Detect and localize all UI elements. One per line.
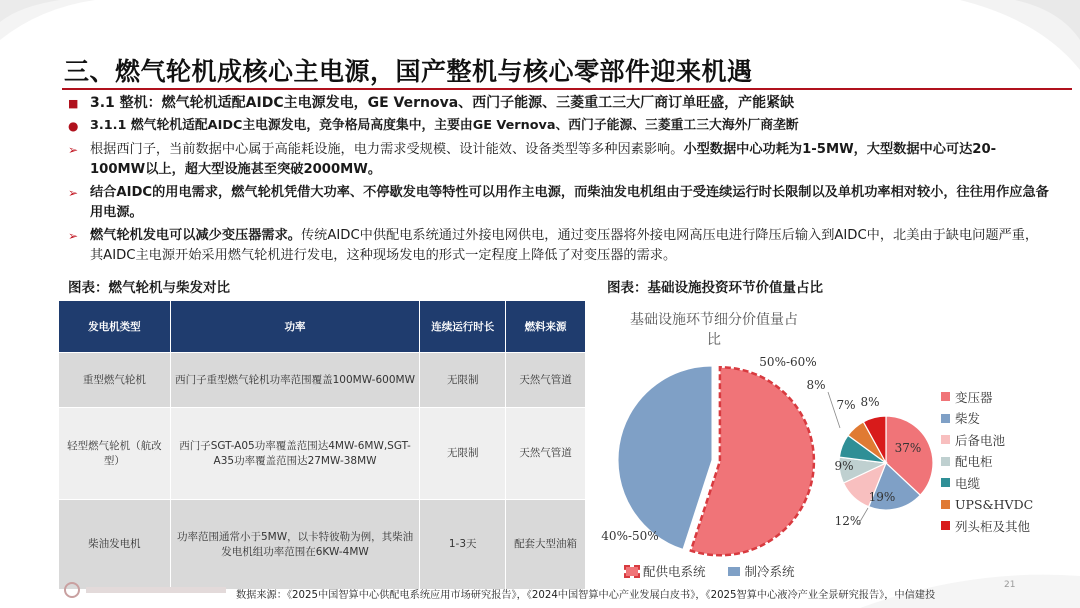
legend-item	[941, 494, 1033, 516]
legend-item	[941, 429, 1033, 451]
source-note: 数据来源：《2025中国智算中心供配电系统应用市场研究报告》，《2024中国智算中心产业发展白皮书》，《2025智算中心液冷产业全景研究报告》，中信建投	[236, 590, 936, 601]
cell-power: 西门子SGT-A05功率覆盖范围达4MW-6MW,SGT-A35功率覆盖范围达27MW-38MW	[170, 408, 420, 500]
legend-swatch	[941, 392, 950, 401]
cell-type: 轻型燃气轮机（航改型）	[59, 408, 171, 500]
header-cell: 功率	[170, 301, 420, 353]
table-caption: 图表：燃气轮机与柴发对比	[68, 280, 230, 296]
detail-pie-value-label: 8%	[806, 378, 826, 392]
section-heading: ■ 3.1 整机：燃气轮机适配AIDC主电源发电，GE Vernova、西门子能源、三菱重工三大厂商订单旺盛，产能紧缺	[66, 92, 1051, 114]
pie-chart-panel	[596, 300, 1060, 590]
detail-pie-value-label: 7%	[836, 398, 856, 412]
title-underline	[62, 88, 1072, 90]
legend-item	[626, 562, 706, 580]
table-row	[59, 408, 586, 500]
detail-legend	[941, 386, 1033, 537]
legend-label: 配电柜	[955, 454, 993, 470]
legend-swatch	[941, 500, 950, 509]
legend-label: 配供电系统	[643, 564, 706, 579]
legend-label: UPS&HVDC	[955, 496, 1034, 512]
legend-swatch	[941, 457, 950, 466]
legend-swatch	[941, 414, 950, 423]
main-pie-value-label: 40%-50%	[601, 529, 659, 543]
arrow-bullet-icon: ➢	[68, 186, 79, 200]
cell-duration: 无限制	[420, 408, 506, 500]
detail-pie-value-label: 12%	[834, 514, 862, 528]
detail-pie-value-label: 37%	[894, 441, 922, 455]
legend-item	[941, 472, 1033, 494]
header-cell: 燃料来源	[506, 301, 586, 353]
detail-pie-value-label: 19%	[868, 490, 896, 504]
legend-item	[941, 386, 1033, 408]
chart-caption: 图表：基础设施投资环节价值量占比	[607, 280, 823, 296]
table-row	[59, 500, 586, 590]
legend-swatch	[941, 435, 950, 444]
corner-decoration-top-right	[920, 0, 1080, 70]
legend-label: 制冷系统	[744, 564, 795, 579]
cell-power: 功率范围通常小于5MW，以卡特彼勒为例，其柴油发电机组功率范围在6KW-4MW	[170, 500, 420, 590]
cell-type: 柴油发电机	[59, 500, 171, 590]
legend-item	[941, 515, 1033, 537]
arrow-bullet-icon: ➢	[68, 229, 79, 243]
cell-fuel: 天然气管道	[506, 408, 586, 500]
legend-item	[728, 562, 795, 580]
cell-type: 重型燃气轮机	[59, 353, 171, 408]
detail-pie-value-label: 8%	[860, 395, 880, 409]
legend-swatch	[941, 478, 950, 487]
chart-title: 基础设施环节细分价值量占 比	[630, 312, 798, 348]
legend-label: 变压器	[955, 389, 993, 405]
company-logo	[62, 578, 232, 600]
main-pie-slice	[618, 366, 712, 549]
legend-swatch	[626, 567, 638, 576]
main-legend	[626, 562, 795, 580]
arrow-bullet-icon: ➢	[68, 143, 79, 157]
header-cell: 连续运行时长	[420, 301, 506, 353]
paragraph-2: ➢ 结合AIDC的用电需求，燃气轮机凭借大功率、不停歇发电等特性可以用作主电源，而柴油发电机组由于受连续运行时长限制以及单机功率相对较小，往往用作应急备用电源。	[68, 185, 1049, 220]
legend-item	[941, 451, 1033, 473]
comparison-table	[58, 300, 586, 590]
paragraph-3: ➢ 燃气轮机发电可以减少变压器需求。传统AIDC中供配电系统通过外接电网供电，通过变压器将外接电网高压电进行降压后输入到AIDC中，北美由于缺电问题严重，其AIDC主电源开始采用燃气轮机进行发电，这种现场发电的形式一定程度上降低了对变压器的需求。	[68, 228, 1039, 263]
corner-decoration-top-left	[0, 0, 120, 50]
cell-fuel: 配套大型油箱	[506, 500, 586, 590]
subsection-heading: ● 3.1.1 燃气轮机适配AIDC主电源发电，竞争格局高度集中，主要由GE Vernova、西门子能源、三菱重工三大海外厂商垄断	[66, 115, 1051, 137]
page-title: 三、燃气轮机成核心主电源，国产整机与核心零部件迎来机遇	[64, 57, 753, 86]
bullet-list	[66, 92, 1051, 267]
paragraph-1: ➢ 根据西门子，当前数据中心属于高能耗设施，电力需求受规模、设计能效、设备类型等多种因素影响。小型数据中心功耗为1-5MW，大型数据中心可达20-100MW以上，超大型设施甚至突破2000MW。	[68, 142, 997, 177]
cell-fuel: 天然气管道	[506, 353, 586, 408]
cell-duration: 无限制	[420, 353, 506, 408]
legend-swatch	[941, 521, 950, 530]
legend-label: 柴发	[955, 411, 981, 427]
table-row	[59, 353, 586, 408]
square-bullet-icon: ■	[68, 97, 79, 110]
legend-label: 列头柜及其他	[955, 518, 1031, 534]
detail-pie-value-label: 9%	[834, 459, 854, 473]
main-pie-value-label: 50%-60%	[759, 355, 817, 369]
legend-swatch	[728, 567, 740, 576]
legend-item	[941, 408, 1033, 430]
cell-duration: 1-3天	[420, 500, 506, 590]
cell-power: 西门子重型燃气轮机功率范围覆盖100MW-600MW	[170, 353, 420, 408]
table-header-row	[59, 301, 586, 353]
header-cell: 发电机类型	[59, 301, 171, 353]
dot-bullet-icon: ●	[68, 119, 79, 133]
legend-label: 后备电池	[955, 432, 1006, 448]
legend-label: 电缆	[955, 475, 981, 491]
page-number: 21	[1004, 580, 1016, 590]
